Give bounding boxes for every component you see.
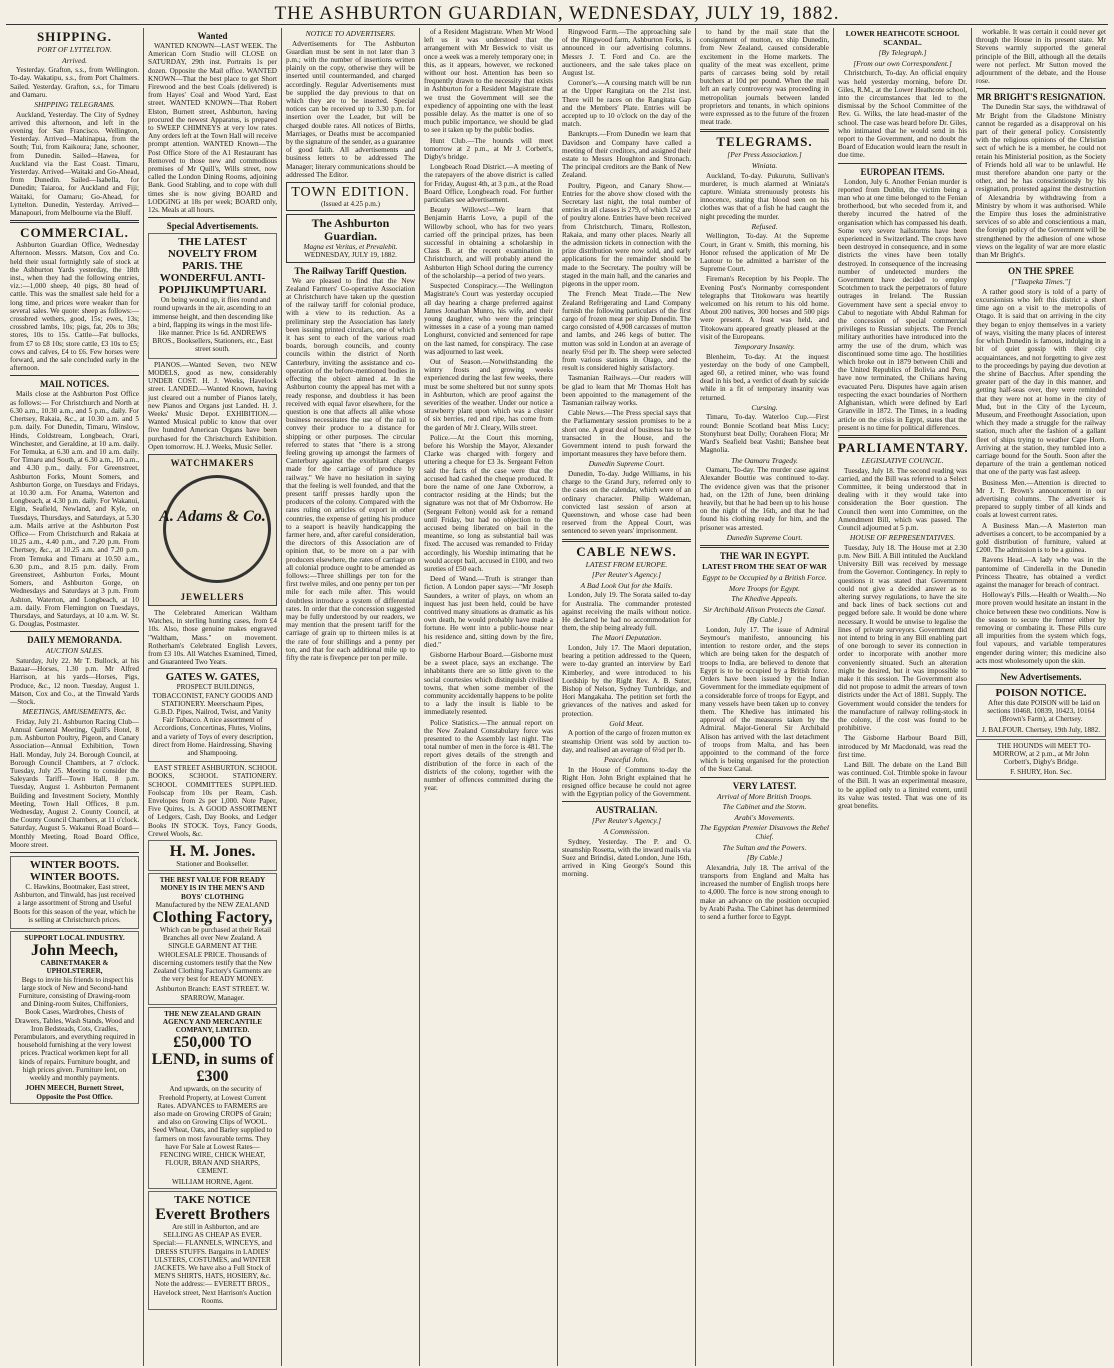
wanted-heading: Wanted bbox=[197, 31, 228, 41]
heathcote-source-1: [By Telegraph.] bbox=[878, 48, 927, 58]
masthead-title: THE ASHBURTON GUARDIAN, WEDNESDAY, JULY 19, 1882. bbox=[274, 3, 840, 24]
divider bbox=[562, 801, 691, 802]
auction-sales-heading: AUCTION SALES. bbox=[45, 646, 104, 656]
hounds-text: THE HOUNDS will MEET TO-MORROW, at 2 p.m., at Mr John Corbett's, Digby's Bridge. bbox=[993, 741, 1091, 767]
winter-boots-text: C. Hawkins, Bootmaker, East street, Ashburton, and Tinwald, has just received a large assortment of Strong and Useful Boots for this season of the year, which he is selling at Christchurch prices. bbox=[13, 883, 136, 924]
poison-text: After this date POISON will be laid on sections 10468, 10839, 10423, 10164 (Brown's Farm), at Chertsey. bbox=[987, 699, 1100, 724]
ringwood-text: Ringwood Farm.—The approaching sale of the Ringwood farm, Ashburton Forks, is announced in our advertising columns. Messrs J. T. Ford and Co. are the auctioneers, and the sale takes place on August 1st. bbox=[562, 28, 691, 78]
everett-name: Everett Brothers bbox=[155, 1205, 270, 1223]
latest-text: Alexandria, July 18. The arrival of the transports from England and Malta has increased the number of English troops here to 4,000. The force is now strong enough to make an advance on the position occupied by Arabi Pasha. The Cabinet has determined to send a further force to Egypt. bbox=[700, 863, 829, 921]
ravens-text: Ravens Head.—A lady who was in the pantomime of Cinderella in the Dunedin Princess Theatre, has obtained a verdict against the manager for breach of contract. bbox=[976, 556, 1106, 589]
divider bbox=[10, 220, 139, 223]
poison-heading: POISON NOTICE. bbox=[995, 687, 1087, 700]
divider bbox=[976, 668, 1106, 669]
clothing-factory-title: Clothing Factory, bbox=[152, 909, 273, 927]
column-6 bbox=[696, 28, 834, 1366]
school-books-text: EAST STREET ASHBURTON. SCHOOL BOOKS, SCHOOL STATIONERY. SCHOOL COMMITTEES SUPPLIED. Foolscap from 10s per Ream, Cash. Envelopes from 2s per 1,000. Note Paper, Five Quires, 1s. A GOOD ASSORTMENT of Ledgers, Cash, Day Books, and Ledger Books IN STOCK. Toys, Fancy Goods, Crewel Wools, &c. bbox=[148, 764, 277, 838]
legislative-council-heading: LEGISLATIVE COUNCIL. bbox=[861, 455, 944, 465]
paper-dateline: WEDNESDAY, JULY 19, 1882. bbox=[304, 251, 397, 260]
divider bbox=[10, 852, 139, 853]
town-edition-box bbox=[286, 182, 415, 211]
arrived-heading: Arrived. bbox=[61, 55, 88, 65]
watchmakers-jewellers-logo bbox=[148, 454, 277, 606]
parliamentary-heading: PARLIAMENTARY. bbox=[838, 439, 969, 455]
wanted-text: WANTED KNOWN—LAST WEEK. The American Corn Studio will CLOSE on SATURDAY, 29th inst. Portraits 1s per dozen. Opposite the Mail office. WANTED KNOWN—That the best place to get Short Firewood and the best Coals (delivered) is from Hayes' Coal and Wood Yard, East street. WANTED KNOWN—That Robert Elston, Burnett street, Ashburton, having procured the newest Apparatus, is prepared to SWEEP CHIMNEYS at very low rates. Any orders left at the Town Hall will receive prompt attention. WANTED Known—The Post Office Store of the A1 Restaurant has Removed to those new and commodious premises of Mr Quill's, Wills street, now called the London Dining Rooms, adjoining Bank. Good Stabling, and to cope with dull times she is now giving BOARD and LODGING at 18s per week; BOARD only, 12s. Meals at all hours. bbox=[148, 42, 277, 215]
heathcote-source-2: [From our own Correspondent.] bbox=[853, 58, 952, 68]
logo-main-text: A. Adams & Co. bbox=[159, 507, 266, 525]
cable-news-source: [Per Reuter's Agency.] bbox=[591, 570, 662, 580]
column-2 bbox=[144, 28, 282, 1366]
new-ads-heading: New Advertisements. bbox=[1000, 672, 1082, 683]
paper-title-box bbox=[286, 214, 415, 262]
peaceful-john-heading: Peaceful John. bbox=[603, 755, 650, 764]
maori-deputation-text: London, July 17. The Maori deputation, bearing a petition addressed to the Queen, were to-day granted an interview by Earl Kimberley, and were introduced to his Lordship by the Right Rev. A. B. Suter, Bishop of Nelson, Sydney Turnbridge, and Hori Mangakaha. The petition set forth the grievances of the natives and asked for protection. bbox=[562, 643, 691, 718]
meech-footer: JOHN MEECH, Burnett Street, Opposite the Post Office. bbox=[25, 1084, 124, 1101]
notice-advertisers-text: Advertisements for The Ashburton Guardian must be sent in not later than 3 p.m.; with the number of insertions written plainly on the copy, otherwise they will be inserted until countermanded, and charged accordingly. Regular Advertisements must be supplied the day previous to that on which they are to be inserted. Special notices can be received up to 3.30 p.m. for insertion over the Leader, but will be charged double rates. All notices of Births, Marriages, or Deaths must be accompanied by the signature of the sender, as a guarantee of good faith. All advertisements and business letters to be addressed The Manager; literary communications should be addressed The Editor. bbox=[286, 39, 415, 179]
masthead bbox=[6, 4, 1108, 25]
divider bbox=[148, 217, 277, 218]
business-man-text: A Business Man.—A Masterton man advertises a concert, to be accompanied by a gold distribution of furniture, valued at £200. The admission is to be a guinea. bbox=[976, 521, 1106, 555]
press-special-text: Cable News.—The Press special says that the Parliamentary session promises to be a short one. A great deal of business has to be transacted in the House, and the Government intend to push forward the important measures they have before them. bbox=[562, 409, 691, 459]
latest-line-2: The Cabinet and the Storm. bbox=[722, 802, 807, 812]
latest-novelty-heading: THE LATEST NOVELTY FROM PARIS. THE WONDERFUL ANTI-POPIJIKUMPTUARI. bbox=[158, 236, 267, 297]
hounds-signature: F. SHURY, Hon. Sec. bbox=[1010, 768, 1072, 777]
support-heading: SUPPORT LOCAL INDUSTRY. bbox=[24, 934, 125, 943]
pianos-text: PIANOS.—Wanted Seven, two NEW MODELS, good as new, considerably UNDER COST. H. J. Weeks, Havelock street. LANDED.—Wanted Known, having just cleared out a number of Pianos lately, new Pianos and Organs just Landed. H. J. Weeks' Music Depot. EXHIBITION.—Wanted Musical public to know that over five hundred American Organs have been purchased for the Christchurch Exhibition. Open tomorrow. H. J. Weeks, Music Seller. bbox=[148, 360, 277, 451]
clothing-text: Which can be purchased at their Retail Branches all over New Zealand. A SINGLE GARMENT AT THE WHOLESALE PRICE. Thousands of discerning customers testify that the New Zealand Clothing Factory's Garments are the very best for READY MONEY. bbox=[152, 926, 273, 984]
logo-ring bbox=[163, 475, 271, 583]
everett-ad bbox=[148, 1191, 277, 1310]
shipping-telegrams-text: Auckland, Yesterday. The City of Sydney arrived this afternoon, and left in the evening for San Francisco. Wellington, Yesterday. Arrived—Mahinapua, from the South; Tui, from Kaikoura; Jane, schooner, from Dunedin. Sailed—Hawea, for Auckland via the East Coast. Timaru, Yesterday. Arrived—Waitaki and Go-Ahead, from Dunedin. Sailed—Isabella, for Dunedin; Taiaroa, for Auckland and Fiji; Waitaki, for Oamaru; Go-Ahead, for Lyttelton. Dunedin, Yesterday. Arrived—Manapouri, from Melbourne via the Bluff. bbox=[10, 110, 139, 218]
war-subheading: LATEST FROM THE SEAT OF WAR bbox=[702, 562, 827, 572]
heathcote-heading: LOWER HEATHCOTE SCHOOL SCANDAL. bbox=[845, 29, 960, 47]
longbeach-text: Longbeach Road District.—A meeting of the ratepayers of the above district is called for Friday, August 4th, at 3 p.m., at the Road Board Office, Longbeach road. For further particulars see advertisement. bbox=[424, 163, 553, 205]
clothing-subtitle: Manufactured by the NEW ZEALAND bbox=[155, 900, 270, 909]
latest-line-5: The Sultan and the Powers. bbox=[722, 842, 807, 852]
war-source: [By Cable.] bbox=[746, 615, 783, 625]
holloway-text: Holloway's Pills.—Health or Wealth.—No more proven would hesitate an instant in the choice between these two conditions. Now is the season to secure the former either by removing or combating it. These Pills cure all impurities from the system which fogs, foul vapours, and variable temperatures engender during winter; this medicine also acts most wholesomely upon the skin. bbox=[976, 591, 1106, 665]
mail-notices-text: Mails close at the Ashburton Post Office as follows:— For Christchurch and North at 6.30 a.m., 10.30 a.m., and 5 p.m., daily. For Chertsey, Rakaia, &c., at 10.30 a.m. and 5 p.m. daily. For Dunedin, Timaru, Winslow, Hinds, Coldstream, Longbeach, Orari, Winchester, and Geraldine, at 10 a.m. daily. For Temuka, at 6.30 a.m. and 10 a.m. daily. For Timaru and South, at 6.30 a.m., 10 a.m., and 4.30 p.m., daily. For Greenstreet, Ashburton Forks, Mount Somers, and Ashburton Gorge, on Tuesdays and Fridays, at 10.30 a.m. For Anama, Waterton and Longbeach, at 4.30 p.m. daily. For Wakanui, Elgin, Seafield, Newland, and Kyle, on Tuesdays, Thursdays, and Saturdays, at 5.30 a.m. Mails arrive at the Ashburton Post Office— From Christchurch and Rakaia at 10.25 a.m., 4.40 p.m., and 7.20 p.m. From Chertsey, &c., at 10.25 a.m. and 7.20 p.m. From Temuka and Timaru at 10.50 a.m., 6.30 p.m., and 8.15 p.m. daily. From Greenstreet, Ashburton Forks, Mount Somers, and Ashburton Gorge, on Wednesdays and Saturdays at 3 p.m. From Ashton, Waterton, and Longbeach, at 10 a.m. daily. From Flemington on Tuesdays, Thursdays, and Saturdays, at 10 a.m. W. St. G. Douglas, Postmaster. bbox=[10, 390, 139, 629]
european-items-heading: EUROPEAN ITEMS. bbox=[860, 166, 945, 177]
meetings-heading: MEETINGS, AMUSEMENTS, &c. bbox=[22, 707, 127, 717]
latest-novelty-text: On being wound up, it flies round and round upwards in the air, ascending to an immense height, and then descending like a bird, flapping its wings in the most life-like manner. Price 1s 6d. ANDREWS BROS., Booksellers, Stationers, etc., East street south. bbox=[152, 296, 273, 354]
railway-tariff-text: We are pleased to find that the New Zealand Farmers' Co-operative Association at Christchurch have taken up the question of the railway tariff for colonial produce, with a view to its reduction. As a preliminary step the Association has lately been issuing printed circulars, one of which it has sent to each of the various road boards, borough councils, and county councils within the district of North Canterbury, inviting the assistance and co-operation of the before-mentioned bodies in effecting the object aimed at. In the Ashburton county the appeal has met with a ready response, and doubtless it has been received with equal favor elsewhere, for the question is one that affects all alike whose business necessitates the use of the rail to convey their produce to a distance for shipping or other purposes. The circular referred to states that "there is a strong feeling growing up amongst the farmers of Canterbury against the exorbitant charges made for the carriage of produce by railway." We have no hesitation in saying that the feeling is well founded, and that the present tariff presses hardly upon the producers of the colony. Compared with the rates ruling on articles of export in other countries, the expense of getting his produce to a seaport is heavily handicapping the farmer here, and, after careful consideration, the directors of this Association are of opinion that, to be more on a par with producers elsewhere, the rates of carriage on all colonial produce ought to be amended as follows:—Three shillings per ton for the first twelve miles, and one penny per ton per mile for each mile after. This would doubtless introduce a system of differential rates. In order that the concession suggested may be fully understood by our readers, we may mention that the present tariff for the carriage of grain up to thirteen miles is at the rate of four shillings and a penny per ton, and that for each additional mile up to fifty the rate is fivepence per ton per mile. bbox=[286, 276, 415, 662]
very-latest-heading: VERY LATEST. bbox=[732, 780, 797, 791]
town-edition-heading: TOWN EDITION. bbox=[291, 185, 410, 201]
latest-novelty-ad bbox=[148, 233, 277, 358]
dunedin-court-2-heading: Dunedin Supreme Court. bbox=[726, 532, 803, 542]
european-items-text: London, July 6. Another Fenian murder is reported from Dublin, the victim being a man who at one time belonged to the Fenian brotherhood, but who seceded from it, and thereby incurred the hatred of the organisation which has compassed his death. Some very severe hailstorms have been experienced in Switzerland. The crops have been destroyed in consequence, and in some districts the vines have been totally destroyed. In consequence of the increasing number of undetected murders the Government have decided to employ Scotchmen to track the perpetrators of future outrages in Ireland. The Russian Government have sent a special envoy to Cabul to negotiate with Abdul Rahman for the concession of special commercial privileges to Russian subjects. The French military authorities have introduced into the army the use of the drum, which was discontinued some time ago. The hostilities which broke out in 1879 between Chili and the United Republics of Bolivia and Peru, have now terminated, the Chilians having evacuated Peru. Disputes have again arisen respecting the exact boundaries of Northern Afghanistan, which were defined by Earl Granville in 1872. The Times, in a leading article on the crisis in Egypt, states that the present is no time for political differences. bbox=[838, 177, 967, 432]
column-3 bbox=[282, 28, 420, 1366]
winter-boots-heading: WINTER BOOTS. WINTER BOOTS. bbox=[29, 859, 120, 884]
poultry-show-text: Poultry, Pigeon, and Canary Show.—Entries for the above show closed with the Secretary last night, the total number of entries in all classes is 279, of which 152 are of poultry alone. Entries have been received from Christchurch, Timaru, Rolleston, Rakaia, and many other places. Nearly all the admission tickets in connection with the prize distribution were now sold, and early applications for the remainder should be made to the Secretary. The poultry will be staged in the main hall, and the canaries and pigeons in the upper room. bbox=[562, 181, 691, 289]
gold-meat-text: A portion of the cargo of frozen mutton ex steamship Orient was sold by auction to-day, and realised an average of 6½d per lb. bbox=[562, 729, 691, 754]
house-reps-heading: HOUSE OF REPRESENTATIVES. bbox=[849, 533, 956, 543]
paper-name: The Ashburton Guardian. bbox=[311, 216, 390, 244]
coursing-text: Coroner's.—A coursing match will be run at the Upper Rangitata on the 21st inst. There will be races on the Rangitata Gap and the Members' Plate. Entries will be accepted up to 10 o'clock on the day of the match. bbox=[562, 79, 691, 129]
cable-first-heading: A Bad Look Out for the Mails. bbox=[580, 580, 673, 590]
notice-advertisers-heading: NOTICE TO ADVERTISERS. bbox=[305, 29, 396, 38]
watches-text: The Celebrated American Waltham Watches, in sterling hunting cases, from £4 10s. Also, those genuine makes engraved "Waltham, Mass." on movement. Rotherham's Celebrated English Levers, from £3 10s. All Watches Examined, Timed, and Guaranteed Two Years. bbox=[148, 608, 277, 667]
tasmanian-text: Tasmanian Railways.—Our readers will be glad to learn that Mr Thomas Holt has been appointed to the management of the Tasmanian railway works. bbox=[562, 374, 691, 407]
latest-source: [By Cable.] bbox=[746, 853, 783, 863]
bankrupts-text: Bankrupts.—From Dunedin we learn that Davidson and Company have called a meeting of their creditors, and assigned their estate to Messrs Houghton and Stronach. The principal creditors are the Bank of New Zealand. bbox=[562, 130, 691, 180]
divider bbox=[700, 777, 829, 778]
war-line-2: More Troops for Egypt. bbox=[728, 583, 801, 593]
john-meech-ad bbox=[10, 931, 139, 1104]
divider bbox=[700, 129, 829, 132]
port-heading: PORT OF LYTTELTON. bbox=[37, 45, 112, 54]
telegrams-source: [Per Press Association.] bbox=[727, 150, 802, 160]
coursing-heading: Cursing. bbox=[751, 402, 778, 412]
meech-trade: CABINETMAKER & UPHOLSTERER, bbox=[40, 959, 109, 976]
winiata-heading: Winiata. bbox=[751, 161, 778, 171]
spree-heading: ON THE SPREE bbox=[1008, 266, 1074, 277]
divider bbox=[976, 262, 1106, 263]
australian-text: Sydney, Yesterday. The P. and O. steamship Rosetta, with the inward mails via Suez and Brindisi, dated London, June 16th, arrived in King George's Sound this morning. bbox=[562, 837, 691, 879]
conspiracy-text: Suspected Conspiracy.—The Wellington Magistrate's Court was yesterday occupied all day hearing a charge preferred against James Jonathan Munro, his wife, and their young daughter, who were the principal witnesses in a case of a young man named Longhurst, convicted and sentenced for rape on the last named, for conspiracy. The case was adjourned to last week. bbox=[424, 282, 553, 356]
meech-name: John Meech, bbox=[30, 942, 119, 960]
legislative-council-text: Tuesday, July 18. The second reading was carried, and the Bill was referred to a Select Committee, it being understood that in dealing with it they would take into consideration the Boer question. The Council then went into Committee, on the Amendment Bill, which was passed. The Council adjourned at 5 p.m. bbox=[838, 466, 967, 532]
logo-bottom-text: JEWELLERS bbox=[180, 591, 245, 602]
mutton-text: to hand by the mail state that the consignment of mutton, ex ship Dunedin, from New Zealand, caused considerable excitement in the Home markets. The quality of the meat was excellent, prime parts of carcases being sold by retail butchers at 10d per pound. When the mail left an early controversy was proceeding in metropolitan journals between landed proprietors and tenants, in which opinions were expressed as to the future of the frozen meat trade. bbox=[700, 28, 829, 127]
clothing-branch: Ashburton Branch: EAST STREET. W. SPARROW, Manager. bbox=[155, 985, 270, 1002]
divider bbox=[10, 631, 139, 632]
arrived-text: Yesterday. Grafton, s.s., from Wellington. To-day. Wakatipu, s.s., from Port Chalmers. Sailed. Yesterday. Grafton, s.s., for Timaru and Oamaru. bbox=[10, 66, 139, 99]
spree-text: A rather good story is told of a party of excursionists who left this district a short time ago on a visit to the metropolis of Otago. It is said that on arriving in the city they began to enjoy themselves in a variety of ways, visiting the many places of interest for which Dunedin is famous, indulging in a bit of quiet gossip with their city acquaintances, and not forgetting to give zest to the proceedings by paying due devotion at the shrine of Bacchus. After spending the greater part of the day in this manner, and getting half-seas over, they were reminded that they were not at home in the city of Mud, but in the City of the Lyceum, Museum, and Freethought Association, upon which they made a struggle for the railway station, much after the fashion of a gallant fleet of ships trying to weather Cape Horn. Arriving at the station, they tumbled into a carriage bound for the South. Soon after the departure of the train a gentleman noticed that one of the party was fast asleep. bbox=[976, 287, 1106, 477]
oamaru-text: Oamaru, To-day. The murder case against Alexander Bouttie was continued to-day. The evidence given was that the prisoner had, on the 12th of June, been drinking heavily, but that he had been up to his house on the night of the 16th, and that he had found his clothing ready for him, and the prisoner was arrested. bbox=[700, 466, 829, 532]
divider bbox=[838, 163, 967, 164]
cable-news-heading: CABLE NEWS. bbox=[576, 543, 677, 559]
poison-notice-ad bbox=[976, 684, 1106, 737]
australian-source: [Per Reuter's Agency.] bbox=[591, 816, 662, 826]
money-to-lend: £50,000 TO LEND, in sums of £300 bbox=[151, 1034, 274, 1086]
police-statistics-text: Police Statistics.—The annual report on the New Zealand Constabulary force was presented to the Assembly last night. The total number of men in the force is 481. The report gives details of the strength and distribution of the force in each of the districts of the colony, together with the number of offences committed during the year. bbox=[424, 718, 553, 793]
daily-memoranda-heading: DAILY MEMORANDA. bbox=[27, 635, 122, 646]
town-edition-issued: (Issued at 4.25 p.m.) bbox=[320, 200, 381, 209]
land-bill-continued: workable. It was certain it could never get through the House in its present state. Mr Stevens warmly supported the general principle of the Bill, although all the details were not perfect. Mr Sutton moved the adjournment of the debate, and the House rose. bbox=[976, 28, 1106, 86]
commercial-text: Ashburton Guardian Office, Wednesday Afternoon. Messrs. Matson, Cox and Co. held their usual fortnightly sale of stock at the Ashburton Yards yesterday, the 18th inst., when they had the following entries, viz.:—1,000 sheep, 40 pigs, 80 head of cattle. This was the smallest sale held for a long time, and prices were weaker than for several sales. We quote: sheep as follows:—crossbred wethers, good, 15s; ewes, 13s; crossbred lambs, 10s; pigs, fat, 20s to 30s; stores, 10s to 15s. Cattle—Fat bullocks, from £7 to £8 10s; store cattle, £3 10s to £5; cows and calves, £4 to £6. Few horses were forward, and the sale concluded early in the afternoon. bbox=[10, 241, 139, 373]
column-4 bbox=[420, 28, 558, 1366]
gates-heading: GATES W. GATES, bbox=[165, 671, 260, 684]
mail-notices-heading: MAIL NOTICES. bbox=[39, 379, 110, 390]
cable-first-text: London, July 19. The Sorata sailed to-day for Australia. The commander protested against receiving the mails without notice. He declared he had no accommodation for them, the ship being already full. bbox=[562, 591, 691, 633]
money-agent: WILLIAM HORNE, Agent. bbox=[171, 1177, 254, 1186]
gisborne-text: Gisborne Harbour Board.—Gisborne must be a sweet place, says an exchange. The inhabitants there are so little given to the social courtesies which distinguish civilised towns, that when some member of the community accidentally happens to be polite to a lady the insult is liable to be immediately resented. bbox=[424, 651, 553, 717]
war-line-4: Sir Archibald Alison Protects the Canal. bbox=[703, 604, 826, 614]
coursing-results-text: Timaru, To-day. Waterloo Cup.—First round: Bonnie Scotland beat Miss Lucy; Stonyhurst beat Dolly; Ooraheen Flora; Mr Ward's Seafield beat Vashti; Banshee beat Magnolia. bbox=[700, 413, 829, 455]
gates-text: PROSPECT BUILDINGS, TOBACCONIST, FANCY GOODS AND STATIONERY. Meerschaum Pipes, G.B.D. Pipes, Nailrod, Twist, and Vanity Fair Tobacco. A nice assortment of Accordions, Concertinas, Flutes, Violins, and a variety of Toys of every description, direct from Home. Hairdressing, Shaving and Shampooing. bbox=[151, 683, 274, 757]
shipping-heading: SHIPPING. bbox=[36, 29, 113, 44]
dunedin-court-text: Dunedin, To-day. Judge Williams, in his charge to the Grand Jury, referred only to the cases on the calendar, which were of an ordinary character. Philip Waldeman, convicted last session of arson at Queenstown, and whose case had been reserved from the Appeal Court, was sentenced to seven years' imprisonment. bbox=[562, 469, 691, 536]
latest-line-1: Arrival of More British Troops. bbox=[717, 791, 812, 801]
peaceful-john-text: In the House of Commons to-day the Right Hon. John Bright explained that he resigned office because he could not agree with the Egyptian policy of the Government. bbox=[562, 765, 691, 799]
paper-motto: Magna est Veritas, et Prevalebit. bbox=[303, 243, 398, 252]
temporary-insanity-text: Blenheim, To-day. At the inquest yesterday on the body of one Campbell, aged 60, a retired miner, who was found dead in his bed, a verdict of death by suicide while in a fit of temporary insanity was returned. bbox=[700, 352, 829, 402]
meech-text: Begs to invite his friends to inspect his large stock of New and Second-hand Furniture, consisting of Drawing-room and Dining-room Suites, Chiffoniers, Book Cases, Wardrobes, Chests of Drawers, Tables, Wash Stands, Wood and Iron Bedsteads, Cots, Cradles, Perambulators, and everything required in household furnishing at the very lowest prices. Practical workmen kept for all kinds of repairs. Furniture bought, and high prices given. Furniture lent, on weekly and monthly payments. bbox=[13, 975, 136, 1083]
column-8 bbox=[972, 28, 1110, 1366]
australian-subheading: A Commission. bbox=[603, 827, 650, 836]
gold-meat-heading: Gold Meat. bbox=[609, 718, 644, 728]
shipping-telegrams-heading: SHIPPING TELEGRAMS. bbox=[34, 100, 115, 109]
hunt-club-text: Hunt Club.—The hounds will meet tomorrow at 2 p.m., at Mr J. Corbett's, Digby's bridge. bbox=[424, 136, 553, 162]
bright-heading: MR BRIGHT'S RESIGNATION. bbox=[976, 92, 1106, 103]
auction-sales-text: Saturday, July 22. Mr T. Bullock, at his Bazaar—Horses, 1.30 p.m. Mr Alfred Harrison, at his yards—Horses, Pigs, Produce, &c., 12 noon. Tuesday, August 1. Matson, Cox and Co., at the Tinwald Yards—Stock. bbox=[10, 656, 139, 706]
cable-news-subheading: LATEST FROM EUROPE. bbox=[585, 559, 668, 569]
column-5 bbox=[558, 28, 696, 1366]
grain-agency-title: THE NEW ZEALAND GRAIN AGENCY AND MERCANTILE COMPANY, LIMITED. bbox=[162, 1009, 263, 1035]
special-ads-heading: Special Advertisements. bbox=[166, 221, 259, 232]
dunedin-court-heading: Dunedin Supreme Court. bbox=[588, 459, 665, 469]
gates-ad bbox=[148, 668, 277, 762]
column-1 bbox=[6, 28, 144, 1366]
railway-tariff-heading: The Railway Tariff Question. bbox=[294, 265, 407, 276]
hounds-ad bbox=[976, 739, 1106, 780]
scholarship-text: Beauty Willows!—We learn that Benjamin Harris Love, a pupil of the Willowby school, who has for two years carried off the principal prizes, has been successful in obtaining a scholarship in Class B. at the recent examination in Christchurch, and will probably attend the Ashburton High School during the currency of the scholarship—a period of two years. bbox=[424, 206, 553, 280]
temporary-insanity-heading: Temporary Insanity. bbox=[734, 342, 795, 352]
war-text: London, July 17. The issue of Admiral Seymour's manifesto, announcing his intention to restore order, and the steps which are being taken for the despatch of troops to India, are believed to denote that Egypt is to be occupied by a British force. Orders have been issued by the Indian Government for the immediate equipment of a considerable force of troops for Egypt, and many vessels have been taken up to convey them. The Khedive has intimated his approval of the measures taken by the Admiral. Major-General Sir Archibald Alison has arrived with the last detachment of troops from Malta, and has been appointed to the command of the force which is being organised for the protection of the Suez Canal. bbox=[700, 625, 829, 774]
meetings-text: Friday, July 21. Ashburton Racing Club—Annual General Meeting, Quill's Hotel, 8 p.m. Ashburton Poultry, Pigeon, and Canary Association—Annual Exhibition, Town Hall. Monday, July 24. Borough Council, at Borough Council Chambers, at 7 o'clock. Tuesday, July 25. Meeting to consider the Saleyards Tariff—Town Hall, 8 p.m. Tuesday, August 1. Ashburton Permanent Building and Investment Society, Monthly Meeting, Town Hall Offices, 8 p.m. Wednesday, August 2. County Council, at the County Council Chambers, at 11 o'clock. Saturday, August 5. Wakanui Road Board—Monthly Meeting, Road Board Office, Moore street. bbox=[10, 717, 139, 849]
winter-boots-ad bbox=[10, 856, 139, 929]
latest-line-4: The Egyptian Premier Disavows the Rebel Chief. bbox=[700, 823, 829, 841]
money-text: And upwards, on the security of Freehold Property, at Lowest Current Rates. ADVANCES to FARMERS are also made on Growing CROPS of Grain; and also on Growing Clips of WOOL. Seed Wheat, Oats, and Barley supplied to farmers on most favourable terms. They have For Sale at Lowest Rates—FENCING WIRE, CHICK WHEAT, FLOUR, BRAN AND SHARPS, CEMENT. bbox=[152, 1085, 273, 1176]
business-men-text: Business Men.—Attention is directed to Mr J. T. Brown's announcement in our advertising columns. The advertiser is prepared to supply timber of all kinds and coals at lowest current rates. bbox=[976, 478, 1106, 520]
australian-heading: AUSTRALIAN. bbox=[595, 805, 658, 816]
police-text: Police.—At the Court this morning, before his Worship the Mayor, Alexander Clarke was charged with forgery and uttering a cheque for £3 3s. Sergeant Felton said the facts of the case were that the accused had cashed the cheque produced. It bore the name of one Jane Oxborrow, a contractor residing at the Hinds; but the signature was not that of Mr Oxborrow. He (Sergeant Felton) would ask for a remand until Friday, but had no objection to the accused being liberated on bail in the meantime, so long as substantial bail was fixed. The accused was remanded to Friday accordingly, his Worship intimating that he would accept bail, accused in £100, and two sureties of £50 each. bbox=[424, 433, 553, 573]
french-meat-text: The French Meat Trade.—The New Zealand Refrigerating and Land Company furnish the following particulars of the first cargo of frozen meat per ship Dunedin. The cargo consisted of 4,908 carcasses of mutton and lambs, and 246 kegs of butter. The mutton was sold in London at an average of nearly 6½d per lb. The sheep were selected from various stations in Otago, and the result is considered highly satisfactory. bbox=[562, 290, 691, 373]
refused-heading: Refused. bbox=[751, 221, 778, 231]
columns bbox=[6, 28, 1108, 1366]
heathcote-text: Christchurch, To-day. An official enquiry was held yesterday morning, before Dr. Giles, R.M., at the Lower Heathcote school, into the circumstances that led to the dismissal by the School Committee of the Rev. G. Wilks, the late head-master of the school. The case was heard before Dr. Giles, who intimated that he would send in his report to the Government, and no doubt the Board of Education would learn the result in due time. bbox=[838, 69, 967, 160]
magistrate-text: of a Resident Magistrate. When Mr Wood left us it was understood that the arrangement with Mr Beswick to visit us once a week was a merely temporary one; in this, as it appears, however, we reckoned without our host. Attention has been so frequently drawn to the necessity that exists in Ashburton for a Resident Magistrate that we trust the Government will see the expediency of appointing one with the least possible delay. As the matter is one of so much public importance, we should be glad to see it taken up by the public bodies. bbox=[424, 28, 553, 135]
jones-ad bbox=[148, 840, 277, 871]
deed-text: Deed of Wand.—Truth is stranger than fiction. A London paper says:—"Mr Joseph Saunders, a writer of plays, on whom an inquest has just been held, could be have contrived many situations as dramatic as his own death, he would probably have made a fortune. He went into a public-house near his residence and, sitting down by the fire, died." bbox=[424, 575, 553, 649]
maori-deputation-heading: The Maori Deputation. bbox=[591, 633, 662, 643]
refused-text: Wellington, To-day. At the Supreme Court, in Grant v. Smith, this morning, his Honor refused the application of Mr De Lautour to be admitted a barrister of the Supreme Court. bbox=[700, 232, 829, 274]
house-reps-text: Tuesday, July 18. The House met at 2.30 p.m. New Bill. A Bill intituled the Auckland University Bill was received by message from the Governor. Contingency. In reply to questions it was stated that Government could not give a decided answer as to altering survey regulations, to have the site and back lines of back sections cut and pegged before sale. It would be done where necessary. It would be unwise to legalise the lines of private surveyors. Government did not intend to bring in any Bill enabling part of one borough to sever its connection in order to incorporate with another more conveniently situated. Such an alteration might be desired, but it was impossible to make it this session. The Government also did not propose to admit the arrears of town districts under the Act of 1881. Supply. The Government would consider the tenders for the manufacture of railway rolling-stock in the colony, if the cost was found to be prohibitive. bbox=[838, 543, 967, 733]
poison-signature: J. BALFOUR. Chertsey, 19th July, 1882. bbox=[981, 725, 1101, 734]
jones-name: H. M. Jones. bbox=[169, 843, 256, 860]
divider bbox=[562, 539, 691, 542]
logo-top-text: WATCHMAKERS bbox=[170, 457, 255, 468]
land-bill-text: Land Bill. The debate on the Land Bill was continued. Col. Trimble spoke in favour of the Bill. It was an experimental measure, to be applied only to a limited extent, until its value was tested. That was one of its great benefits. bbox=[838, 761, 967, 811]
column-7 bbox=[834, 28, 972, 1366]
war-egypt-heading: THE WAR IN EGYPT. bbox=[719, 551, 810, 562]
reception-text: Fireman's Reception by his People. The Evening Post's Normanby correspondent telegraphs that Titokowaru was heartily welcomed on his return to his old home. About 200 natives, 300 horses and 500 pigs were present. A feast was held, and Titokowaru appeared greatly pleased at the visit of the Europeans. bbox=[700, 275, 829, 341]
telegrams-heading: TELEGRAMS. bbox=[716, 134, 813, 150]
war-line-1: Egypt to be Occupied by a British Force. bbox=[702, 572, 827, 582]
divider bbox=[700, 545, 829, 548]
bright-text: The Dunedin Star says, the withdrawal of Mr Bright from the Gladstone Ministry cannot be regarded as a disapproval on his part of their general policy. Consistently with the religious opinions of the Christian sect of which he is a member, he could not retain his Ministerial position, as the Society of Friends hold all war to be unlawful. He must therefore abandon one party or the other, and he has conscientiously by his resignation, protested against the destruction of Alexandria by withdrawing from a Ministry by whom it was authorised. While the Empire thus loses the administrative services of so able and conscientious a man, the foreign policy of the Government will be strengthened by the adhesion of one whose views on the legality of war are more elastic than Mr Bright's. bbox=[976, 103, 1106, 260]
war-line-3: The Khedive Appeals. bbox=[731, 594, 798, 604]
winiata-text: Auckland, To-day. Pukurutu, Sullivan's murderer, is much alarmed at Winiata's capture. Winiata strenuously protests his innocence, stating that blood seen on his clothes was that of a fish he had caught the night preceding the murder. bbox=[700, 171, 829, 221]
oamaru-heading: The Oamaru Tragedy. bbox=[731, 455, 798, 465]
divider bbox=[976, 88, 1106, 89]
latest-line-3: Arabi's Movements. bbox=[734, 812, 795, 822]
commercial-heading: COMMERCIAL. bbox=[20, 225, 129, 241]
jones-subtitle: Stationer and Bookseller. bbox=[176, 860, 249, 868]
divider bbox=[838, 435, 967, 438]
clothing-heading: THE BEST VALUE FOR READY MONEY IS IN THE MEN'S AND BOYS' CLOTHING bbox=[159, 876, 266, 901]
out-of-season-text: Out of Season.—Notwithstanding the wintry frosts and growing weeks experienced during the last few weeks, there must be some sheltered but not sunny spots in Ashburton, which are proof against the severities of the weather. Under our notice a strawberry plant upon which was a cluster of six berries, red and ripe, has come from the garden of Mr J. Cleary, Wills street. bbox=[424, 357, 553, 432]
clothing-factory-ad bbox=[148, 873, 277, 1005]
everett-notice: TAKE NOTICE bbox=[174, 1193, 251, 1206]
gisborne-bill-text: The Gisborne Harbour Board Bill, introduced by Mr Macdonald, was read the first time. bbox=[838, 734, 967, 759]
grain-agency-ad bbox=[148, 1007, 277, 1189]
everett-text: Are still in Ashburton, and are SELLING AS CHEAP AS EVER. Special:— FLANNELS, WINCEYS, and DRESS STUFFS. Bargains in LADIES' ULSTERS, COSTUMES, and WINTER JACKETS. We have also a Full Stock of MEN'S SHIRTS, HATS, HOSIERY, &c. Note the address:— EVERETT BROS., Havelock street, Next Harrison's Auction Rooms. bbox=[152, 1222, 273, 1305]
divider bbox=[10, 375, 139, 376]
spree-source: ["Tuapeka Times."] bbox=[1011, 277, 1071, 287]
